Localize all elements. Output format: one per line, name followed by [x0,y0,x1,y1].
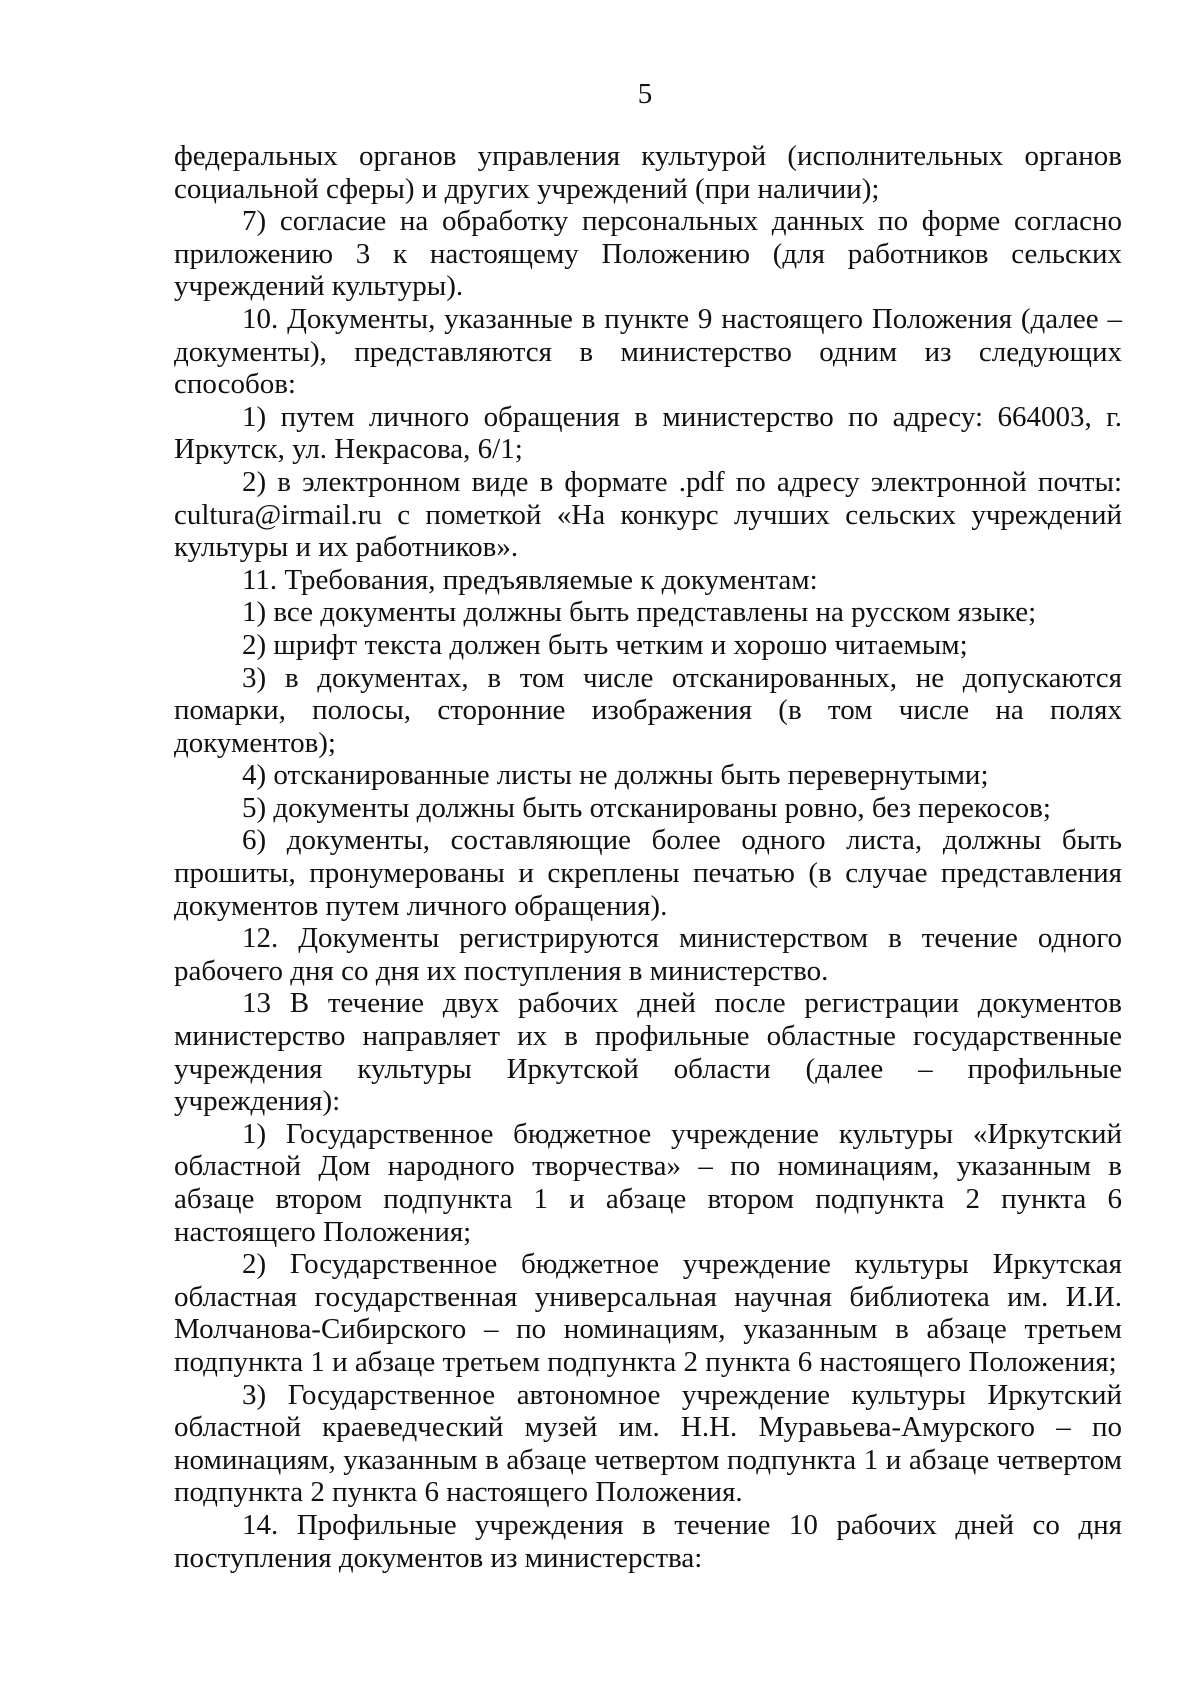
paragraph-11-item-3: 3) в документах, в том числе отсканированных, не допускаются помарки, полосы, сторонние изображения (в том числе на полях документов); [174,661,1122,759]
paragraph-13-item-1: 1) Государственное бюджетное учреждение культуры «Иркутский областной Дом народного творчества» – по номинациям, указанным в абзаце втором подпункта 1 и абзаце втором подпункта 2 пункта 6 настоящего Положения; [174,1117,1122,1248]
paragraph-11-item-6: 6) документы, составляющие более одного листа, должны быть прошиты, пронумерованы и скреплены печатью (в случае представления документов путем личного обращения). [174,824,1122,922]
paragraph-continuation: федеральных органов управления культурой (исполнительных органов социальной сферы) и других учреждений (при наличии); [174,140,1122,205]
paragraph-13: 13 В течение двух рабочих дней после регистрации документов министерство направляет их в профильные областные государственные учреждения культуры Иркутской области (далее – профильные учреждения): [174,987,1122,1118]
paragraph-10: 10. Документы, указанные в пункте 9 настоящего Положения (далее – документы), представляются в министерство одним из следующих способов: [174,302,1122,401]
document-body [174,140,1122,1574]
paragraph-item-7-consent: 7) согласие на обработку персональных данных по форме согласно приложению 3 к настоящему Положению (для работников сельских учреждений культуры). [174,205,1122,303]
paragraph-11-item-4: 4) отсканированные листы не должны быть перевернутыми; [242,759,989,792]
paragraph-11-item-5: 5) документы должны быть отсканированы ровно, без перекосов; [242,791,1051,824]
paragraph-13-item-3: 3) Государственное автономное учреждение культуры Иркутский областной краеведческий музей им. Н.Н. Муравьева-Амурского – по номинациям, указанным в абзаце четвертом подпункта 1 и абзаце четвертом подпункта 2 пункта 6 настоящего Положения. [174,1378,1122,1509]
paragraph-11-item-2: 2) шрифт текста должен быть четким и хорошо читаемым; [242,628,968,661]
paragraph-11-item-1: 1) все документы должны быть представлены на русском языке; [242,596,1037,629]
paragraph-11: 11. Требования, предъявляемые к документам: [242,563,818,596]
page-number: 5 [637,78,653,110]
paragraph-13-item-2: 2) Государственное бюджетное учреждение культуры Иркутская областная государственная универсальная научная библиотека им. И.И. Молчанова-Сибирского – по номинациям, указанным в абзаце третьем подпункта 1 и абзаце третьем подпункта 2 пункта 6 настоящего Положения; [174,1248,1122,1378]
paragraph-10-item-2: 2) в электронном виде в формате .pdf по адресу электронной почты: cultura@irmail.ru с пометкой «На конкурс лучших сельских учреждений культуры и их работников». [174,465,1122,564]
paragraph-14: 14. Профильные учреждения в течение 10 рабочих дней со дня поступления документов из министерства: [174,1508,1122,1574]
paragraph-10-item-1: 1) путем личного обращения в министерство по адресу: 664003, г. Иркутск, ул. Некрасова, 6/1; [174,400,1122,466]
paragraph-12: 12. Документы регистрируются министерством в течение одного рабочего дня со дня их поступления в министерство. [174,922,1122,987]
